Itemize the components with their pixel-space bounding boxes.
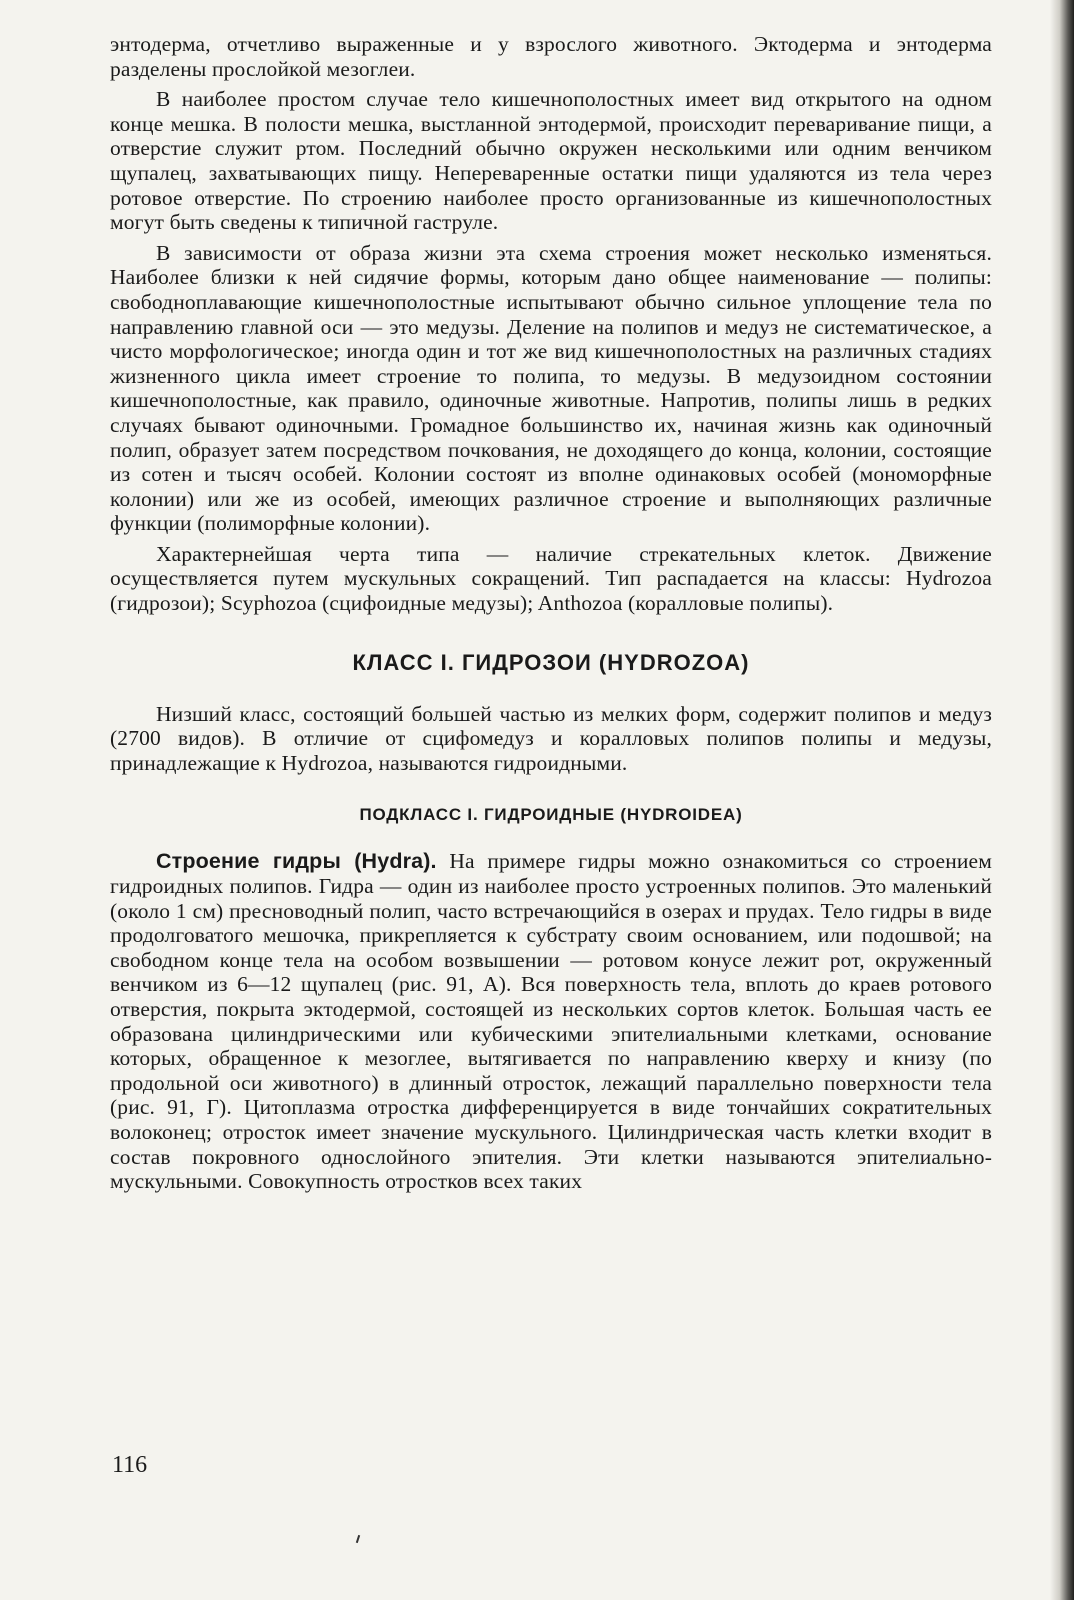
subclass-heading: ПОДКЛАСС I. ГИДРОИДНЫЕ (HYDROIDEA): [359, 805, 743, 825]
paragraph-phylum-traits: Характернейшая черта типа — наличие стрекательных клеток. Движение осуществляется путем мускульных сокращений. Тип распадается на классы: Hydrozoa (гидрозои); Scyphozoa (сцифоидные медузы); Anthozoa (коралловые полипы).: [110, 541, 992, 616]
paragraph-class-intro: Низший класс, состоящий большей частью из мелких форм, содержит полипов и медуз (2700 видов). В отличие от сцифомедуз и коралловых полипов полипы и медузы, принадлежащие к Hydrozoa, называются гидроидными.: [110, 701, 992, 775]
class-heading: КЛАСС I. ГИДРОЗОИ (HYDROZOA): [352, 649, 750, 675]
paragraph-simple-body: В наиболее простом случае тело кишечнополостных имеет вид открытого на одном конце мешка. В полости мешка, выстланной энтодермой, происходит переваривание пищи, а отверстие служит ртом. Последний обычно окружен несколькими или одним венчиком щупалец, захватывающих пищу. Непереваренные остатки пищи удаляются из тела через ротовое отверстие. По строению наиболее просто организованные из кишечнополостных могут быть сведены к типичной гаструле.: [110, 87, 992, 235]
paragraph-polyps-medusae: В зависимости от образа жизни эта схема строения может несколько изменяться. Наиболее близки к ней сидячие формы, которым дано общее наименование — полипы: свободноплавающие кишечнополостные испытывают обычно сильное уплощение тела по направлению главной оси — это медузы. Деление на полипов и медуз не систематическое, а чисто морфологическое; иногда один и тот же вид кишечнополостных на различных стадиях жизненного цикла имеет строение то полипа, то медузы. В медузоидном состоянии кишечнополостные, как правило, одиночные животные. Напротив, полипы лишь в редких случаях бывают одиночными. Громадное большинство их, начиная жизнь как одиночный полип, образует затем посредством почкования, не доходящего до конца, колонии, состоящие из сотен и тысяч особей. Колонии состоят из вполне одинаковых особей (мономорфные колонии) или же из особей, имеющих различное строение и выполняющих различные функции (полиморфные колонии).: [110, 240, 992, 536]
paragraph-hydra-structure: [110, 849, 992, 1193]
page-number: 116: [112, 1452, 148, 1478]
paragraph-ectoderm-endoderm: энтодерма, отчетливо выраженные и у взрослого животного. Эктодерма и энтодерма разделены прослойкой мезоглеи.: [110, 32, 992, 81]
hydra-text: На примере гидры можно ознакомиться со строением гидроидных полипов. Гидра — один из наиболее просто устроенных полипов. Это маленький (около 1 см) пресноводный полип, часто встречающийся в озерах и прудах. Тело гидры в виде продолговатого мешочка, прикрепляется к субстрату своим основанием, или подошвой; на свободном конце тела на особом возвышении — ротовом конусе лежит рот, окруженный венчиком из 6—12 щупалец (рис. 91, А). Вся поверхность тела, вплоть до краев ротового отверстия, покрыта эктодермой, состоящей из нескольких сортов клеток. Большая часть ее образована цилиндрическими или кубическими эпителиальными клетками, основание которых, обращенное к мезоглее, вытягивается по направлению кверху и книзу (по продольной оси животного) в длинный отросток, лежащий параллельно поверхности тела (рис. 91, Г). Цитоплазма отростка дифференцируется в виде тончайших сократительных волоконец; отросток имеет значение мускульного. Цилиндрическая часть клетки входит в состав покровного однослойного эпителия. Эти клетки называются эпителиально-мускульными. Совокупность отростков всех таких: [110, 849, 992, 1194]
page-body: [110, 28, 992, 1194]
scan-edge-shadow: [1050, 0, 1074, 1600]
scan-speck: [356, 1535, 360, 1543]
hydra-lead-in: Строение гидры (Hydra).: [156, 849, 437, 874]
